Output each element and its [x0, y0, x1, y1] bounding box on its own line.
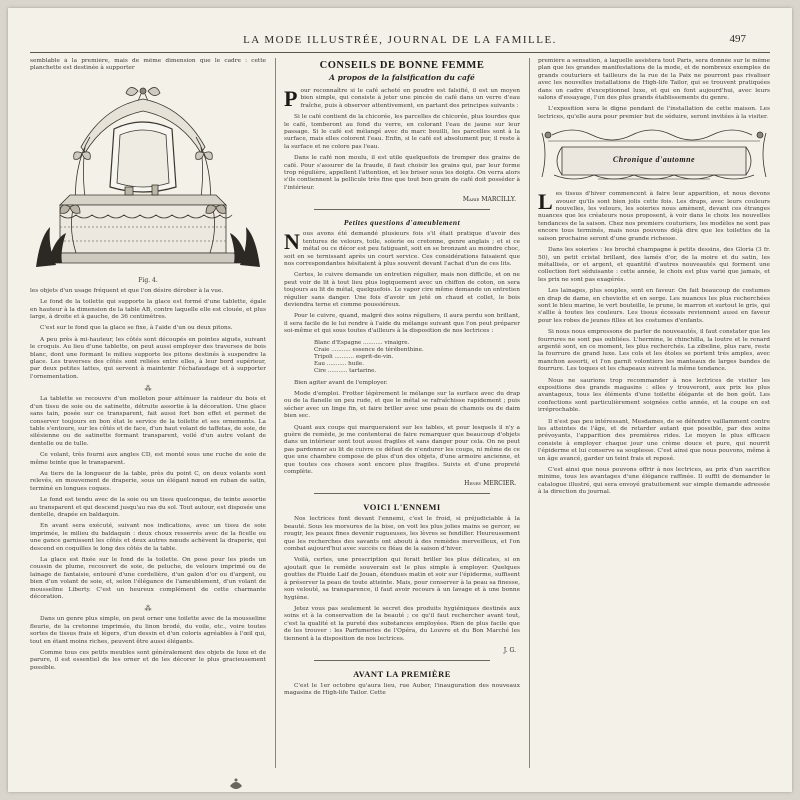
paragraph: La glace est fixée sur le fond de la toilette. On pose pour les pieds un coussin de plume, recouvert de soie, de peluche, de velours imprimé ou de lainage de fantaisie, entouré d'une cordelière, d'un galon d'or ou d'argent, ou bien d'un volant de soie, et, selon l'élégance de l'ameublement, d'un volant de mousseline Liberty. C'est un heureux complément de cette charmante décoration.: [30, 557, 266, 601]
paragraph: Voilà, certes, une prescription qui ferait briller les plus délicates, si on ajoutait que le remède souverain est le plus simple à employer. Quelques gouttes de Fluide Laif de Jouan, étendues matin et soir sur l'épiderme, suffisent à préserver la peau de toute atteinte. Mais, pour conserver à la peau sa finesse, son velouté, sa transparence, il faut avoir recours à un lavage et à une bonne hygiène.: [284, 557, 520, 601]
paragraph: les objets d'un usage fréquent et que l'on désire dérober à la vue.: [30, 287, 224, 294]
paragraph: C'est sur le fond que la glace se fixe, à l'aide d'un ou deux pitons.: [40, 325, 233, 332]
article-heading: VOICI L'ENNEMI: [363, 502, 441, 513]
divider: [314, 660, 490, 661]
figure-caption: Fig. 4.: [138, 276, 158, 284]
running-title: LA MODE ILLUSTRÉE, JOURNAL DE LA FAMILLE.: [243, 34, 557, 46]
paragraph: Si nous nous empressons de parler de nouveautés, il faut constater que les fourrures ne sont pas oubliées. L'hermine, le chinchilla, la loutre et le renard argenté sont, en ce moment, les plus recherchés. La zibeline, plus rare, reste la fourrure de grand luxe. Les cols et les étoles se portent très amples, avec manchon assorti, et l'on garnit volontiers les manteaux de larges bandes de fourrure. Les toques et les chapeaux suivent la même tendance.: [538, 329, 770, 373]
list-item: Eau ........... huile.: [314, 360, 365, 367]
paragraph: Nos lectrices font devant l'ennemi, c'est le froid, si préjudiciable à la beauté. Sous les morsures de la bise, on voit les plus jolies mains se gercer, se rougir, les peaux fines devenir rugueuses, les lèvres se fendiller. Heureusement que les recherches des savants ont abouti à des remèdes merveilleux, et l'on combat aujourd'hui avec succès ce fléau de la saison d'hiver.: [284, 516, 520, 553]
paragraph: A peu près à mi-hauteur, les côtés sont découpés en pointes aiguës, suivant le croquis. Au lieu d'une tablette, on peut aussi employer des traverses de bois blanc, dont une formant le milieu supporte les pitons destinés à suspendre la glace. Les traverses des côtés sont reliées entre elles, à leur bord supérieur, par deux petites lattes, qui servent à maintenir l'échafaudage et à supporter l'ornementation.: [30, 336, 266, 380]
paragraph: première a sensation, à laquelle assistera tout Paris, sera donnée sur le même plan que les grandes manifestations de la mode, et de nombreux exemples de grands couturiers et tailleurs de la rue de la Paix ne pourront pas rivaliser avec les nouvelles installations de High-life Tailor, qui se trouvent pratiquées dans un cadre d'exceptionnel luxe, et qui en font aujourd'hui, avec leurs salons d'essayage, l'un des plus grands établissements du genre.: [538, 58, 770, 102]
paragraph: Quant aux coups qui marqueraient sur les tables, et pour lesquels il n'y a guère de remède, je me contenterai de faire remarquer que beaucoup d'objets dans un intérieur sont tout aussi fragiles et sans danger pour cela. On ne peut pas pardonner au lit de cuivre ce défaut de n'endurer les coups, ni même de ce que une chambre compose de plus d'un des objets, d'une armoire ancienne, et que toutes ces choses sont encore plus fragiles. Suivis et d'une propreté complète.: [284, 424, 520, 476]
paragraph: Dans le café non moulu, il est utile quelquefois de tremper des grains de café. Pour s'assurer de la fraude, il faut choisir les grains qui, par leur forme trop régulière, appellent l'attention, et les briser sous les doigts. On verra alors s'ils contiennent la pellicule très fine que tout bon grain de café doit posséder à l'intérieur.: [284, 155, 520, 191]
dressing-table-illustration: [30, 77, 266, 275]
article-subheading: A propos de la falsification du café: [329, 73, 475, 82]
author-signature: J. G.: [503, 646, 516, 654]
paragraph: C'est ainsi que nous pouvons offrir à nos lectrices, au prix d'un sacrifice minime, tous les avantages d'une élégance raffinée. Il suffit de demander le catalogue illustré, qui sera envoyé gratuitement sur simple demande adressée à la direction du journal.: [538, 467, 770, 496]
list-item: Cire ........... tartarine.: [314, 367, 377, 374]
paragraph: Dans les soieries : les broché champagne à petits dessins, des Gloria (3 fr. 50), un petit cristal brillant, des lamés d'or, de la moire et du satin, les métallisés, or et argent, et quantité d'autres nouveautés qui forment une collection fort séduisante : cette année, le choix est plus varié que jamais, et les prix ne sont pas exagérés.: [538, 247, 770, 283]
paragraph: Dans un genre plus simple, on peut orner une toilette avec de la mousseline fleurie, de la cretonne imprimée, du linon brodé, du voile, etc., voire toutes sortes de tissus frais et légers, d'un dessin et d'un coloris agréables à l'œil qui, tout en étant moins riches, peuvent être aussi élégants.: [30, 616, 266, 645]
ingredient-list: [314, 340, 520, 375]
divider: [314, 209, 490, 210]
paragraph: Si le café contient de la chicorée, les parcelles de chicorée, plus lourdes que le café, tomberont au fond du verre, en colorant l'eau de jaune sur leur passage. Si le café est mélangé avec du marc bouilli, les parcelles sont à la surface, mais elles colorent l'eau. Enfin, si le café est absolument pur, il reste à la surface et ne colore pas l'eau.: [284, 114, 520, 150]
paragraph: Nous avons été demandé plusieurs fois s'il était pratique d'avoir des tentures de velours, toile, soierie ou cretonne, genre anglais ; et si ce métal ou ce décor est peu fatiguant, soit en se bronzant au moindre choc, soit en se ternissant après un court service. Ces considérations faisaient que nos correspondantes hésitaient à plus souvent devant l'achat d'un de ces lits.: [284, 229, 520, 267]
paragraph: L'exposition sera le digne pendant de l'installation de cette maison. Les lectrices, qu'elle aura pour premier but de séduire, seront invitées à la visiter.: [538, 106, 770, 120]
paragraph: Le fond est tendu avec de la soie ou un tissu quelconque, de teinte assortie au transparent et qui descend jusqu'au ras du sol. Tout autour, est disposée une dentelle, drapée en baldaquin.: [30, 497, 266, 518]
divider: [314, 493, 490, 494]
dressing-table-figure: [30, 77, 266, 275]
paragraph: C'est le 1er octobre qu'aura lieu, rue Auber, l'inauguration des nouveaux magasins de High-life Tailor. Cette: [284, 682, 520, 697]
paragraph: Mode d'emploi. Frotter légèrement le mélange sur la surface avec du drap ou de la flanelle un peu rude, et que le métal se rafraîchisse rapidement ; puis sécher avec un linge fin, et faire briller avec une peau de chamois ou de daim bien sec.: [284, 390, 520, 420]
paragraph: En avant sera exécuté, suivant nos indications, avec un tissu de soie imprimée, le milieu du baldaquin : deux choux resserrés avec de la ficelle ou une gance garnissent les côtés et deux autres nœuds achèvent la draperie, qui descend en coquilles le long des côtés de la table.: [30, 523, 266, 552]
paragraph: Au tiers de la longueur de la table, près du point C, on deux volants sont relevés, en mouvement de draperie, sous un élégant nœud en ruban de satin, terminé en longues coques.: [30, 470, 266, 492]
paragraph: Jetez vous pas seulement le secret des produits hygiéniques destinés aux soins et à la conservation de la beauté ; ce qu'il faut rechercher avant tout, c'est la qualité et la pureté des substances employées. Rien de plus facile que de les trouver : les Parfumeries de l'Opéra, du Louvre et du Bon Marché les tiennent à la disposition de nos lectrices.: [284, 605, 520, 642]
chronicle-banner: [538, 125, 770, 185]
paragraph: Pour le cuivre, quand, malgré des soins réguliers, il aura perdu son brillant, il sera facile de le lui rendre à l'aide du mélange suivant que l'on peut préparer soi-même et qui sous toutes d'ailleurs à la disposition de nos lectrices :: [284, 313, 520, 335]
article-heading: CONSEILS DE BONNE FEMME: [319, 60, 485, 71]
paragraph: Certes, le cuivre demande un entretien régulier, mais non difficile, et on ne peut voir de lit à tout lieu plus logiquement avec un chiffon de coton, on sera toujours au lit de métal, quelquefois. Le vapor cire même demande un entretien régulier sans danger. Une fois d'avoir un jeté on chaud et collet, le bois deviendra terne et comme poussiéreux.: [284, 272, 520, 308]
paragraph: Pour reconnaître si le café acheté en poudre est falsifié, il est un moyen bien simple, qui consiste à jeter une pincée de café dans un verre d'eau fraîche, puis à observer attentivement, en partant des principes suivants :: [284, 86, 520, 111]
column-divider: [275, 58, 276, 768]
paragraph: Les lainages, plus souples, sont en faveur. On fait beaucoup de costumes en drap de dame, en cheviotte et en serge. Les nuances les plus recherchées sont le bleu marine, le vert bouteille, le prune, le marron et surtout le gris, qui s'allie à toutes les couleurs. Les tissus écossais reviennent aussi en faveur pour les robes de jeunes filles et les costumes d'enfants.: [538, 288, 770, 324]
footer-ornament: [8, 774, 792, 792]
journal-page: [8, 8, 792, 792]
page-number: 497: [729, 33, 746, 45]
page-header: [8, 34, 792, 54]
paragraph: Le fond de la toilette qui supporte la glace est formé d'une tablette, égale en hauteur à la dimension de la table AB, contre laquelle elle est clouée, et plus large, à droite et à gauche, de 36 centimètres.: [30, 299, 266, 321]
drop-cap: P: [284, 86, 298, 111]
header-rule: [30, 52, 770, 53]
chronicle-title: Chronique d'automne: [612, 155, 696, 165]
footer-vignette-icon: [8, 774, 792, 792]
column-divider: [529, 58, 530, 768]
column-3: [538, 58, 770, 768]
article-heading: Petites questions d'ameublement: [343, 218, 461, 228]
drop-cap: N: [284, 229, 300, 255]
author-signature: Marie MARCILLY.: [462, 196, 516, 204]
paragraph: Nous ne saurions trop recommander à nos lectrices de visiter les expositions des grands magasins : elles y trouveront, aux prix les plus avantageux, tous les éléments d'une toilette élégante et de bon goût. Les confections sont particulièrement soignées cette année, et la coupe en est irréprochable.: [538, 377, 770, 414]
paragraph: Les tissus d'hiver commencent à faire leur apparition, et nous devons avouer qu'ils sont bien jolis cette fois. Les draps, avec leurs couleurs nouvelles, les velours, les soieries nous amènent, devant ces étranges nuances que les créateurs nous proposent, à voir dans le choix les nouvelles tendances de la saison. Chez nos premiers couturiers, les modèles ne sont pas encore tous terminés, mais nous pouvons déjà dire que les toilettes de la saison prochaine seront d'une grande richesse.: [538, 189, 770, 242]
section-ornament: ⁂: [144, 385, 152, 394]
paragraph: Ce volant, très fourni aux angles CD, est monté sous une ruche de soie de même teinte que le transparent.: [30, 452, 266, 466]
list-item: Blanc d'Espagne ........... vinaigre.: [314, 339, 410, 346]
list-item: Tripoli ........... esprit-de-vin.: [314, 353, 394, 360]
paragraph: Il n'est pas peu intéressant, Mesdames, de se défendre vaillamment contre les atteintes de l'âge, et de retarder autant que possible, par des soins prévoyants, l'apparition des premières rides. Le moyen le plus efficace consiste à employer chaque jour une crème douce et pure, qui nourrit l'épiderme et lui conserve sa souplesse. C'est ainsi que nous pouvons, même à un âge avancé, garder un teint frais et reposé.: [538, 418, 770, 462]
drop-cap: L: [538, 189, 553, 215]
paragraph: Comme tous ces petits meubles sont généralement des objets de luxe et de parure, il est essentiel de les orner et de les décorer le plus gracieusement possible.: [30, 650, 266, 671]
column-1: [30, 58, 266, 768]
paragraph: semblable à la première, mais de même dimension que le cadre : cette planchette est destinée à supporter: [30, 58, 266, 72]
author-signature: Henry MERCIER.: [464, 480, 516, 488]
section-ornament: ⁂: [144, 605, 152, 614]
article-heading: AVANT LA PREMIÈRE: [353, 668, 451, 679]
paragraph: Bien agiter avant de l'employer.: [294, 379, 388, 386]
paragraph: La tablette se recouvre d'un molleton pour atténuer la raideur du bois et d'un tissu de soie ou de satinette, détruite assortie à la décoration. Une glace sans tain, posée sur ce transparent, fait aussi fort bon effet et permet de conserver toujours en bon état le service de la toilette et ses ornements. La table s'entoure, sur les côtés et de face, d'un haut volant de taffetas, de soie, de silésienne ou de satinette formant transparent, voilé d'un autre volant de dentelle ou de tulle.: [30, 396, 266, 447]
column-2: [284, 58, 520, 768]
list-item: Craie ........... essence de térébenthine.: [314, 346, 424, 353]
